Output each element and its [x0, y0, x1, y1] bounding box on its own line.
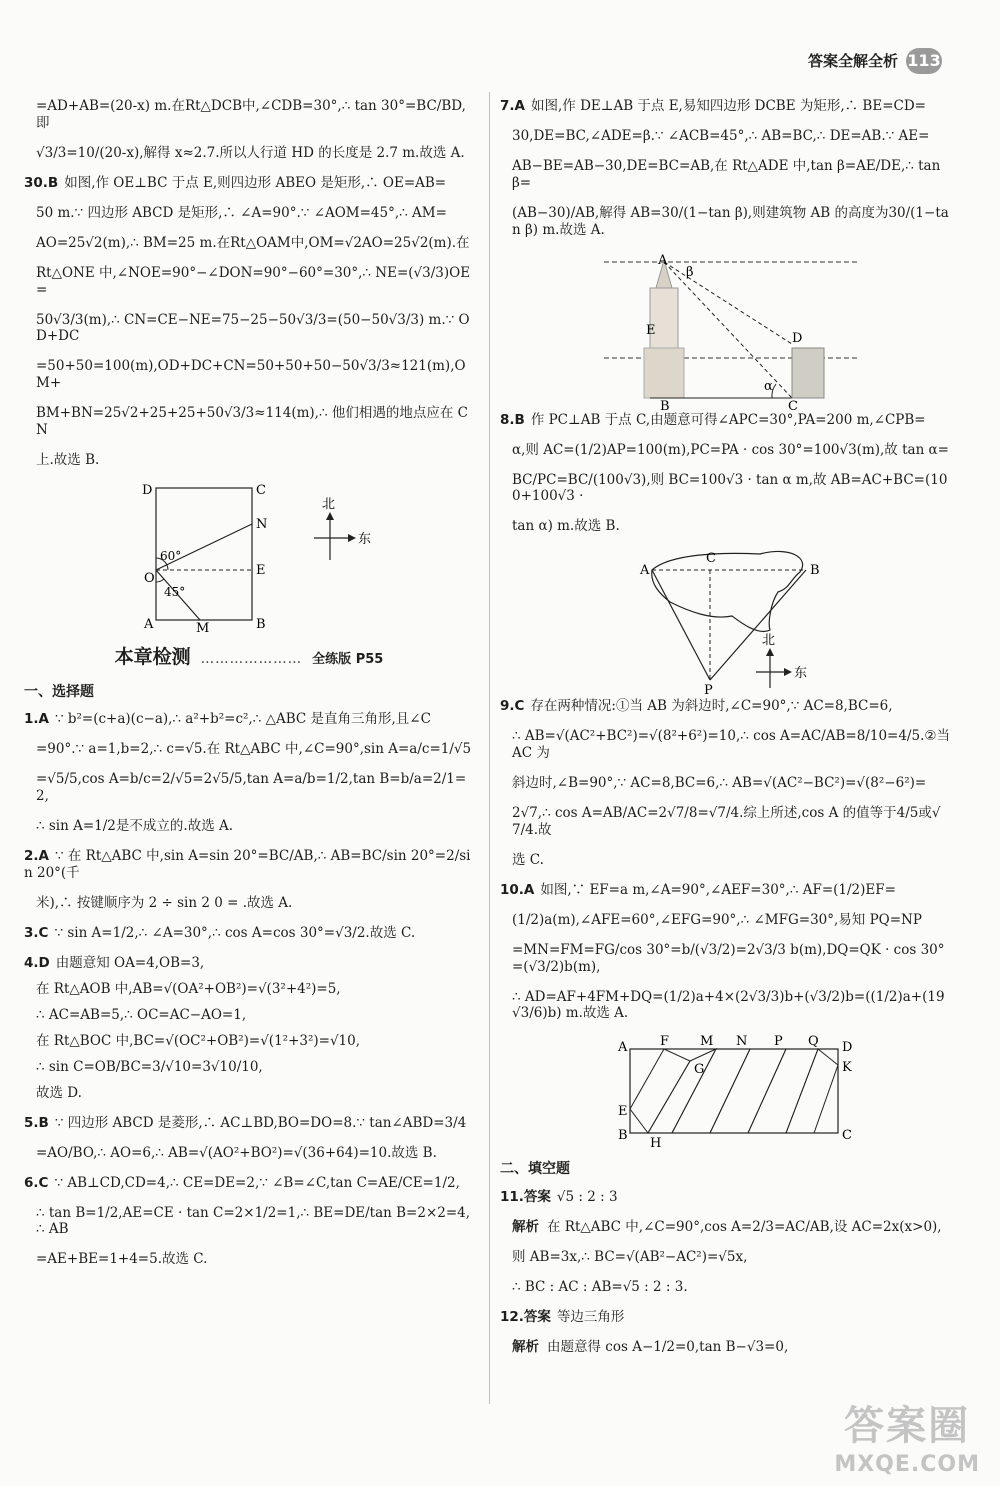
q1-line-4: ∴ sin A=1/2是不成立的.故选 A. — [36, 817, 234, 834]
fig30-angle-60: 60° — [160, 548, 182, 563]
fig30-east: 东 — [358, 531, 372, 547]
q3-line-1: 3.C ∵ sin A=1/2,∴ ∠A=30°,∴ cos A=cos 30°=√3/2.故选 C. — [24, 924, 416, 941]
figure-q30 — [24, 482, 474, 632]
q9-line-5: 选 C. — [512, 851, 544, 868]
section-fill: 二、填空题 — [500, 1161, 570, 1178]
fig7-label-D: D — [792, 330, 803, 346]
page-header — [808, 48, 942, 74]
fig10-label-H: H — [650, 1136, 662, 1152]
header-title: 答案全解全析 — [807, 51, 898, 70]
fig7-label-A: A — [658, 252, 668, 268]
q6-line-3: =AE+BE=1+4=5.故选 C. — [36, 1251, 208, 1268]
q4-line-5: ∴ sin C=OB/BC=3/√10=3√10/10, — [36, 1058, 263, 1075]
fig30-label-C: C — [256, 482, 266, 498]
q8-line-3: BC/PC=BC/(100√3),则 BC=100√3 · tan α m,故 AB=AC+BC=(100+100√3 · — [512, 471, 948, 505]
fig30-label-A: A — [144, 616, 154, 632]
chapter-dots: ………………… — [200, 650, 303, 667]
q30-line-6: =50+50=100(m),OD+DC+CN=50+50+50−50√3/3≈121(m),OM+ — [36, 358, 466, 392]
fig8-label-B: B — [810, 563, 820, 579]
q4-line-3: ∴ AC=AB=5,∴ OC=AC−AO=1, — [36, 1006, 247, 1023]
q30-line-8: 上.故选 B. — [36, 451, 100, 468]
q6-line-2: ∴ tan B=1/2,AE=CE · tan C=2×1/2=1,∴ BE=DE/tan B=2×2=4,∴ AB — [36, 1204, 471, 1238]
q30-line-2: 50 m.∵ 四边形 ABCD 是矩形,∴ ∠A=90°.∵ ∠AOM=45°,∴ AM= — [36, 204, 447, 221]
q1-line-1: 1.A ∵ b²=(c+a)(c−a),∴ a²+b²=c²,∴ △ABC 是直角三角形,且∠C — [24, 711, 431, 727]
q30-line-4: Rt△ONE 中,∠NOE=90°−∠DON=90°−60°=30°,∴ NE=(√3/3)OE= — [36, 264, 471, 298]
fig30-label-E: E — [256, 562, 266, 578]
fig10-label-G: G — [694, 1062, 705, 1078]
q30-number: 30.B — [24, 174, 59, 191]
q10-line-4: ∴ AD=AF+4FM+DQ=(1/2)a+4×(2√3/3)b+(√3/2)b=((1/2)a+(19√3/6)b) m.故选 A. — [512, 988, 945, 1022]
left-column — [24, 98, 474, 1281]
fig7-label-C: C — [788, 398, 798, 412]
fig10-label-D: D — [842, 1040, 853, 1056]
fig10-label-E: E — [618, 1104, 628, 1120]
q30-line-3: AO=25√2(m),∴ BM=25 m.在Rt△OAM中,OM=√2AO=25√2(m).在 — [36, 234, 470, 251]
fig10-label-P: P — [774, 1035, 783, 1050]
q6-line-1: 6.C ∵ AB⊥CD,CD=4,∴ CE=DE=2,∵ ∠B=∠C,tan C=AE/CE=1/2, — [24, 1174, 460, 1191]
fig10-label-M: M — [700, 1035, 714, 1050]
q30-line-1: 30.B 如图,作 OE⊥BC 于点 E,则四边形 ABEO 是矩形,∴ OE=AB= — [24, 174, 447, 191]
q2-line-2: 米),∴ 按键顺序为 2 ÷ sin 2 0 = .故选 A. — [36, 894, 293, 911]
q7-line-1: 7.A 如图,作 DE⊥AB 于点 E,易知四边形 DCBE 为矩形,∴ BE=CD= — [500, 98, 926, 114]
q5-line-1: 5.B ∵ 四边形 ABCD 是菱形,∴ AC⊥BD,BO=DO=8.∵ tan∠ABD=3/4 — [24, 1114, 467, 1131]
q7-line-2: 30,DE=BC,∠ADE=β.∵ ∠ACB=45°,∴ AB=BC,∴ DE=AB.∵ AE= — [512, 128, 930, 144]
q12-analysis-line-1: 解析 由题意得 cos A−1/2=0,tan B−√3=0, — [512, 1338, 789, 1355]
q11-answer: 11.答案 √5 : 2 : 3 — [500, 1188, 618, 1205]
fig7-label-E: E — [646, 322, 656, 338]
chapter-title: 本章检测 — [114, 645, 191, 668]
figure-q10 — [500, 1035, 952, 1155]
fig8-north: 北 — [762, 633, 776, 649]
column-divider — [489, 92, 490, 1404]
watermark — [834, 1401, 980, 1479]
q1-line-3: =√5/5,cos A=b/c=2/√5=2√5/5,tan A=a/b=1/2,tan B=b/a=2/1=2, — [36, 771, 467, 804]
q12-answer: 12.答案 等边三角形 — [500, 1308, 625, 1325]
watermark-cn: 答案圈 — [844, 1402, 971, 1449]
fig10-label-N: N — [736, 1035, 748, 1050]
fig10-label-A: A — [618, 1040, 628, 1056]
q8-line-1: 8.B 作 PC⊥AB 于点 C,由题意可得∠APC=30°,PA=200 m,∠CPB= — [500, 411, 926, 428]
figure-q8 — [500, 548, 952, 698]
fig30-angle-45: 45° — [164, 584, 186, 599]
fig7-label-alpha: α — [764, 378, 773, 394]
q9-line-4: 2√7,∴ cos A=AB/AC=2√7/8=√7/4.综上所述,cos A 的值等于4/5或√7/4.故 — [512, 805, 941, 838]
fig10-label-B: B — [618, 1128, 628, 1144]
chapter-ref: 全练版 P55 — [312, 651, 384, 667]
fig10-label-K: K — [842, 1060, 852, 1076]
fig8-label-C: C — [706, 551, 716, 567]
fig30-north: 北 — [322, 496, 336, 512]
q8-line-4: tan α) m.故选 B. — [512, 518, 620, 535]
q2-line-1: 2.A ∵ 在 Rt△ABC 中,sin A=sin 20°=BC/AB,∴ AB=BC/sin 20°=2/sin 20°(千 — [24, 847, 471, 881]
page-number: 113 — [906, 48, 942, 74]
q7-line-3: AB−BE=AB−30,DE=BC=AB,在 Rt△ADE 中,tan β=AE/DE,∴ tan β= — [512, 158, 941, 191]
q7-line-4: (AB−30)/AB,解得 AB=30/(1−tan β),则建筑物 AB 的高度为30/(1−tan β) m.故选 A. — [512, 204, 949, 238]
fig30-label-M: M — [196, 620, 210, 632]
q5-line-2: =AO/BO,∴ AO=6,∴ AB=√(AO²+BO²)=√(36+64)=10.故选 B. — [36, 1144, 437, 1161]
fig30-label-N: N — [256, 516, 268, 532]
q11-analysis-line-3: ∴ BC : AC : AB=√5 : 2 : 3. — [512, 1278, 688, 1295]
figure-q7 — [500, 252, 952, 412]
q9-line-3: 斜边时,∠B=90°,∵ AC=8,BC=6,∴ AB=√(AC²−BC²)=√(8²−6²)= — [512, 775, 927, 791]
q4-line-2: 在 Rt△AOB 中,AB=√(OA²+OB²)=√(3²+4²)=5, — [36, 980, 341, 997]
q11-analysis-line-1: 解析 在 Rt△ABC 中,∠C=90°,cos A=2/3=AC/AB,设 AC=2x(x>0), — [512, 1218, 942, 1235]
q10-line-3: =MN=FM=FG/cos 30°=b/(√3/2)=2√3/3 b(m),DQ=QK · cos 30°=(√3/2)b(m), — [512, 941, 945, 975]
q4-line-1: 4.D 由题意知 OA=4,OB=3, — [24, 954, 205, 971]
fig30-label-D: D — [142, 482, 153, 498]
q8-line-2: α,则 AC=(1/2)AP=100(m),PC=PA · cos 30°=100√3(m),故 tan α= — [512, 441, 949, 458]
fig30-label-O: O — [144, 570, 155, 586]
fig30-label-B: B — [256, 616, 266, 632]
fig7-label-beta: β — [686, 264, 694, 280]
fig8-label-P: P — [704, 683, 713, 699]
q29-line-2: √3/3=10/(20-x),解得 x≈2.7.所以人行道 HD 的长度是 2.7 m.故选 A. — [36, 144, 465, 161]
q30-line-7: BM+BN=25√2+25+25+50√3/3≈114(m),∴ 他们相遇的地点应在 CN — [36, 405, 468, 438]
fig8-label-A: A — [640, 563, 650, 579]
q4-line-4: 在 Rt△BOC 中,BC=√(OC²+OB²)=√(1²+3²)=√10, — [36, 1032, 361, 1049]
q4-line-6: 故选 D. — [36, 1084, 82, 1101]
fig10-label-C: C — [842, 1128, 852, 1144]
fig8-east: 东 — [794, 666, 808, 682]
right-column — [500, 98, 952, 1369]
q9-line-1: 9.C 存在两种情况:①当 AB 为斜边时,∠C=90°,∵ AC=8,BC=6, — [500, 698, 893, 715]
fig7-label-B: B — [660, 398, 670, 412]
q9-line-2: ∴ AB=√(AC²+BC²)=√(8²+6²)=10,∴ cos A=AC/AB=8/10=4/5.②当 AC 为 — [512, 728, 950, 762]
chapter-heading — [24, 646, 474, 670]
q1-line-2: =90°.∵ a=1,b=2,∴ c=√5.在 Rt△ABC 中,∠C=90°,sin A=a/c=1/√5 — [36, 741, 472, 757]
fig10-label-Q: Q — [808, 1035, 819, 1050]
q30-line-5: 50√3/3(m),∴ CN=CE−NE=75−25−50√3/3=(50−50√3/3) m.∵ OD+DC — [36, 311, 470, 345]
q29-line-1: =AD+AB=(20-x) m.在Rt△DCB中,∠CDB=30°,∴ tan 30°=BC/BD,即 — [36, 98, 466, 131]
q11-analysis-line-2: 则 AB=3x,∴ BC=√(AB²−AC²)=√5x, — [512, 1248, 748, 1265]
fig10-label-F: F — [660, 1035, 670, 1050]
watermark-en: MXQE.COM — [834, 1451, 980, 1477]
q10-line-1: 10.A 如图,∵ EF=a m,∠A=90°,∠AEF=30°,∴ AF=(1/2)EF= — [500, 881, 896, 898]
q10-line-2: (1/2)a(m),∠AFE=60°,∠EFG=90°,∴ ∠MFG=30°,易知 PQ=NP — [512, 911, 922, 928]
section-choice: 一、选择题 — [24, 683, 94, 700]
